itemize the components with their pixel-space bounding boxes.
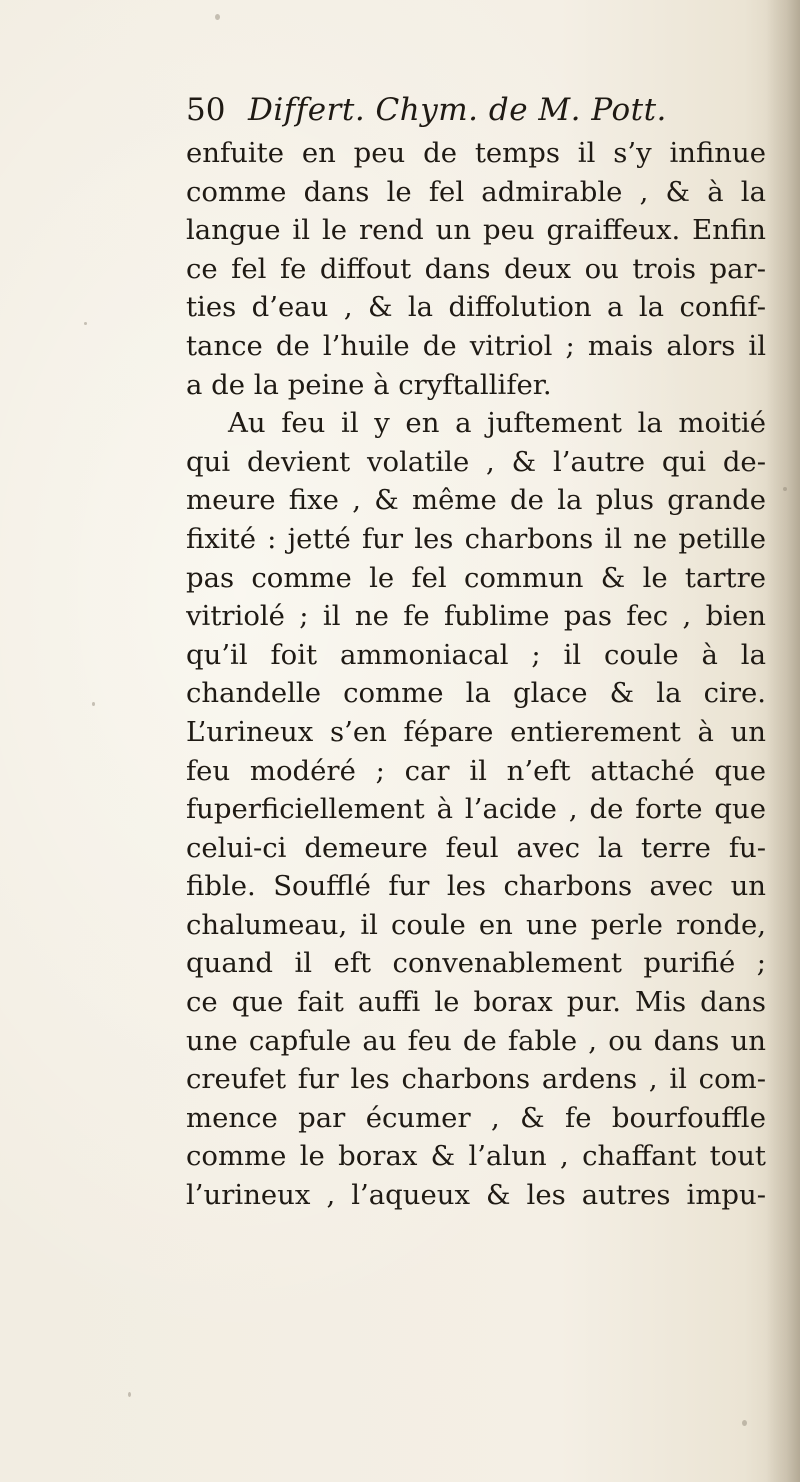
text-line: langue il le rend un peu graiffeux. Enfin [186,214,766,247]
paper-speck [783,487,787,491]
text-line: a de la peine à cryftallifer. [186,368,552,401]
text-line: fible. Soufflé fur les charbons avec un [186,870,766,903]
text-line: l’urineux , l’aqueux & les autres impu- [186,1179,766,1212]
page-header [186,92,766,138]
text-line: fixité : jetté fur les charbons il ne petille [186,522,766,555]
text-line: ce fel fe diffout dans deux ou trois par- [186,252,766,285]
text-line: quand il eft convenablement purifié ; [186,947,766,980]
text-line: comme le borax & l’alun , chaffant tout [186,1140,766,1173]
text-line: feu modéré ; car il n’eft attaché que [186,754,766,787]
text-line: creufet fur les charbons ardens , il com- [186,1063,766,1096]
page-number: 50 [186,92,226,128]
text-line: comme dans le fel admirable , & à la [186,175,766,208]
paper-speck [742,1420,747,1426]
paper-speck [92,702,95,706]
text-line: qui devient volatile , & l’autre qui de- [186,445,766,478]
body-text [186,134,766,1215]
text-line: qu’il foit ammoniacal ; il coule à la [186,638,766,671]
text-line: enfuite en peu de temps il s’y infinue [186,137,766,169]
text-line: celui-ci demeure feul avec la terre fu- [186,831,766,864]
text-line: ce que fait auffi le borax pur. Mis dans [186,986,766,1019]
text-line: une capfule au feu de fable , ou dans un [186,1024,766,1057]
text-line: chandelle comme la glace & la cire. [186,677,766,710]
text-line: vitriolé ; il ne fe fublime pas fec , bien [186,600,766,633]
paper-speck [215,14,220,20]
running-title: Differt. Chym. de M. Pott. [248,92,667,128]
paper-speck [128,1392,131,1397]
text-line: tance de l’huile de vitriol ; mais alors il [186,329,766,362]
page-edge-shadow [766,0,800,1482]
text-line: mence par écumer , & fe bourfouffle [186,1101,766,1134]
text-line: Au feu il y en a juftement la moitié [228,407,766,440]
text-line: L’urineux s’en fépare entierement à un [186,715,766,748]
text-line: chalumeau, il coule en une perle ronde, [186,908,766,941]
paper-speck [84,322,87,325]
text-line: meure fixe , & même de la plus grande [186,484,766,517]
text-line: fuperficiellement à l’acide , de forte que [186,793,766,826]
text-line: ties d’eau , & la diffolution a la confif- [186,291,766,324]
text-line: pas comme le fel commun & le tartre [186,561,766,594]
